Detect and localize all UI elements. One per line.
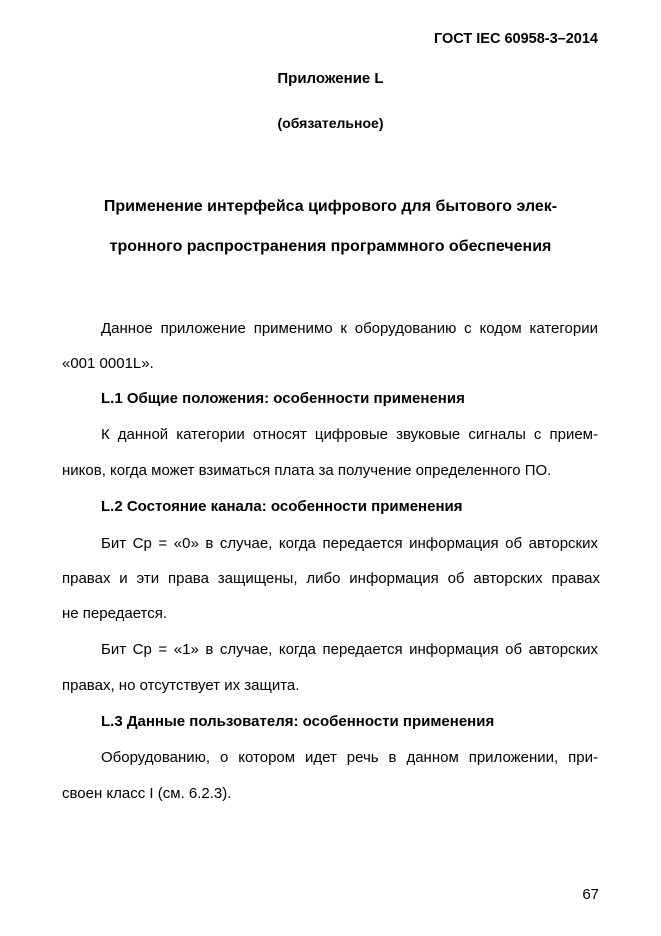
- section-l3-line-2: своен класс I (см. 6.2.3).: [62, 785, 232, 802]
- intro-line-2: «001 0001L».: [62, 355, 154, 372]
- section-l2-p1-line-1: Бит Cp = «0» в случае, когда передается информация об авторских: [101, 535, 598, 552]
- main-title-line-2: тронного распространения программного обеспечения: [109, 238, 552, 255]
- section-l1-line-2: ников, когда может взиматься плата за получение определенного ПО.: [62, 462, 552, 479]
- section-l2-p1-line-2: правах и эти права защищены, либо информация об авторских правах: [62, 570, 600, 587]
- page-number: 67: [582, 886, 599, 903]
- section-l1-heading: L.1 Общие положения: особенности применения: [101, 390, 465, 407]
- appendix-title: Приложение L: [277, 70, 384, 87]
- section-l2-p2-line-2: правах, но отсутствует их защита.: [62, 677, 300, 694]
- intro-line-1: Данное приложение применимо к оборудованию с кодом категории: [101, 320, 598, 337]
- section-l1-line-1: К данной категории относят цифровые звуковые сигналы с прием-: [101, 426, 598, 443]
- section-l2-p1-line-3: не передается.: [62, 605, 168, 622]
- section-l3-heading: L.3 Данные пользователя: особенности применения: [101, 713, 495, 730]
- appendix-status: (обязательное): [277, 115, 384, 131]
- main-title-line-1: Применение интерфейса цифрового для бытового элек-: [103, 198, 558, 215]
- standard-code: ГОСТ IEC 60958-3–2014: [433, 31, 598, 47]
- section-l3-line-1: Оборудованию, о котором идет речь в данном приложении, при-: [101, 749, 598, 766]
- section-l2-p2-line-1: Бит Cp = «1» в случае, когда передается информация об авторских: [101, 641, 598, 658]
- section-l2-heading: L.2 Состояние канала: особенности применения: [101, 498, 463, 515]
